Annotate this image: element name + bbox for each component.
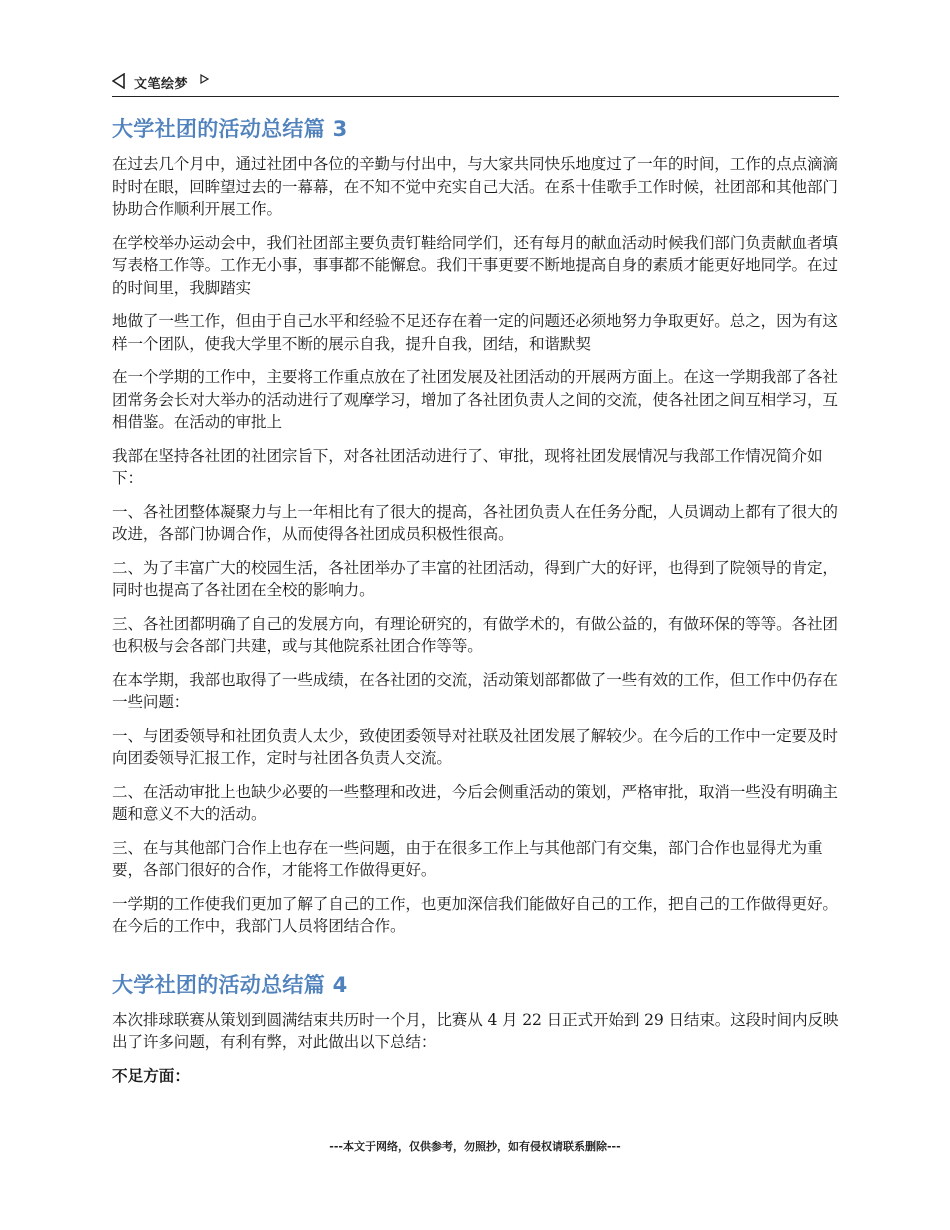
page-header — [112, 72, 839, 97]
triangle-right-icon — [200, 74, 209, 84]
paragraph: 地做了一些工作，但由于自己水平和经验不足还存在着一定的问题还必须地努力争取更好。总之，因为有这样一个团队，使我大学里不断的展示自我，提升自我，团结，和谐默契 — [112, 312, 838, 353]
page-footer: ---本文于网络，仅供参考，勿照抄，如有侵权请联系删除--- — [329, 1140, 621, 1153]
section-4-title: 大学社团的活动总结篇 4 — [112, 972, 348, 997]
paragraph: 二、在活动审批上也缺少必要的一些整理和改进，今后会侧重活动的策划，严格审批，取消一些没有明确主题和意义不大的活动。 — [112, 782, 838, 823]
triangle-left-icon — [112, 73, 126, 89]
paragraph: 一、各社团整体凝聚力与上一年相比有了很大的提高，各社团负责人在任务分配，人员调动上都有了很大的改进，各部门协调合作，从而使得各社团成员积极性很高。 — [112, 502, 838, 543]
subsection-label: 不足方面： — [112, 1065, 190, 1085]
paragraph: 二、为了丰富广大的校园生活，各社团举办了丰富的社团活动，得到广大的好评，也得到了院领导的肯定，同时也提高了各社团在全校的影响力。 — [112, 558, 838, 599]
paragraph: 本次排球联赛从策划到圆满结束共历时一个月，比赛从 4 月 22 日正式开始到 29 日结束。这段时间内反映出了许多问题，有利有弊，对此做出以下总结： — [112, 1010, 839, 1051]
document-body — [112, 114, 840, 1087]
paragraph: 在学校举办运动会中，我们社团部主要负责钉鞋给同学们，还有每月的献血活动时候我们部门负责献血者填写表格工作等。工作无小事，事事都不能懈怠。我们干事更要不断地提高自身的素质才能更好地同学。在过的时间里，我脚踏实 — [112, 233, 838, 297]
paragraph: 在一个学期的工作中，主要将工作重点放在了社团发展及社团活动的开展两方面上。在这一学期我部了各社团常务会长对大举办的活动进行了观摩学习，增加了各社团负责人之间的交流，使各社团之间互相学习，互相借鉴。在活动的审批上 — [112, 368, 838, 431]
paragraph: 一学期的工作使我们更加了解了自己的工作，也更加深信我们能做好自己的工作，把自己的工作做得更好。在今后的工作中，我部门人员将团结合作。 — [112, 894, 838, 935]
paragraph: 一、与团委领导和社团负责人太少，致使团委领导对社联及社团发展了解较少。在今后的工作中一定要及时向团委领导汇报工作，定时与社团各负责人交流。 — [112, 726, 838, 767]
paragraph: 我部在坚持各社团的社团宗旨下，对各社团活动进行了、审批，现将社团发展情况与我部工作情况简介如下： — [112, 446, 823, 487]
paragraph: 在过去几个月中，通过社团中各位的辛勤与付出中，与大家共同快乐地度过了一年的时间，工作的点点滴滴时时在眼，回眸望过去的一幕幕，在不知不觉中充实自己大活。在系十佳歌手工作时候，社团部和其他部门协助合作顺利开展工作。 — [112, 155, 838, 218]
brand-name: 文笔绘梦 — [134, 77, 189, 92]
paragraph: 在本学期，我部也取得了一些成绩，在各社团的交流，活动策划部都做了一些有效的工作，但工作中仍存在一些问题： — [112, 670, 838, 711]
paragraph: 三、各社团都明确了自己的发展方向，有理论研究的，有做学术的，有做公益的，有做环保的等等。各社团也积极与会各部门共建，或与其他院系社团合作等等。 — [112, 614, 838, 655]
section-3-title: 大学社团的活动总结篇 3 — [112, 117, 348, 141]
paragraph: 三、在与其他部门合作上也存在一些问题，由于在很多工作上与其他部门有交集，部门合作也显得尤为重要，各部门很好的合作，才能将工作做得更好。 — [112, 838, 823, 879]
section-4 — [112, 970, 840, 1088]
section-3 — [112, 114, 840, 938]
